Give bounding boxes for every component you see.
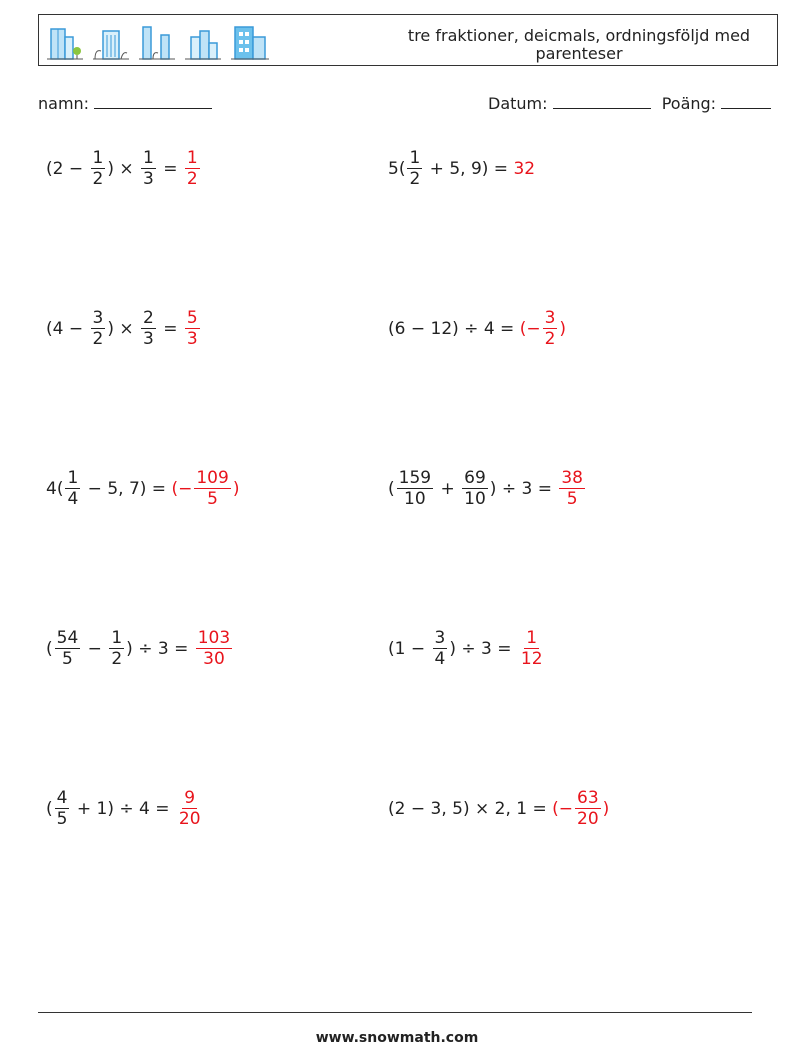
- fraction: [91, 308, 106, 349]
- expression-text: (: [388, 478, 395, 499]
- fraction: [397, 468, 433, 509]
- expression-text: (−: [552, 798, 574, 819]
- problem-4: [388, 308, 566, 349]
- numerator: 1: [186, 148, 198, 168]
- date-blank[interactable]: [553, 94, 651, 109]
- expression-text: ) ×: [107, 158, 140, 179]
- answer: [175, 788, 205, 829]
- name-field: [38, 94, 212, 113]
- expression-text: (2 −: [46, 158, 89, 179]
- fraction: [141, 308, 156, 349]
- fraction: [177, 788, 203, 829]
- denominator: 2: [92, 329, 104, 349]
- numerator: 1: [143, 148, 154, 168]
- fraction: [141, 148, 156, 189]
- expression-text: ) ×: [107, 318, 140, 339]
- expression-text: (6 − 12) ÷ 4 =: [388, 318, 520, 339]
- fraction: [55, 628, 81, 669]
- office-building-icon: [231, 23, 269, 61]
- fraction: [407, 148, 422, 189]
- expression-text: (4 −: [46, 318, 89, 339]
- worksheet-title: tre fraktioner, deicmals, ordningsföljd med parenteser: [407, 26, 751, 63]
- denominator: 4: [67, 489, 79, 509]
- problem-10: [388, 788, 609, 829]
- denominator: 5: [56, 809, 68, 829]
- expression-text: (−: [519, 318, 541, 339]
- problem-1: [46, 148, 202, 189]
- fraction: [109, 628, 124, 669]
- answer: [517, 628, 547, 669]
- numerator: 38: [561, 468, 583, 488]
- answer: [513, 159, 535, 179]
- denominator: 2: [409, 169, 421, 189]
- answer: [557, 468, 587, 509]
- expression-text: (1 −: [388, 638, 431, 659]
- denominator: 2: [544, 329, 556, 349]
- name-blank[interactable]: [94, 94, 212, 109]
- denominator: 5: [62, 649, 73, 669]
- logo-strip: [47, 23, 269, 61]
- expression-text: (2 − 3, 5) × 2, 1 =: [388, 798, 553, 819]
- numerator: 159: [398, 468, 432, 488]
- fraction: [55, 788, 70, 829]
- numerator: 1: [409, 148, 421, 168]
- expression-text: ) ÷ 3 =: [449, 638, 517, 659]
- numerator: 1: [92, 148, 104, 168]
- fraction: [194, 468, 230, 509]
- denominator: 2: [92, 169, 104, 189]
- expression-text: 5(: [388, 158, 406, 179]
- numerator: 2: [143, 308, 154, 328]
- expression-text: (: [46, 798, 53, 819]
- numerator: 69: [464, 468, 486, 488]
- fraction: [91, 148, 106, 189]
- expression-text: − 5, 7) =: [82, 478, 172, 499]
- score-blank[interactable]: [721, 94, 771, 109]
- fraction: [433, 628, 448, 669]
- answer: [520, 308, 566, 349]
- fraction: [559, 468, 585, 509]
- numerator: 1: [526, 628, 538, 648]
- denominator: 5: [207, 489, 218, 509]
- date-label: Datum:: [488, 94, 548, 113]
- denominator: 10: [404, 489, 426, 509]
- building-icon: [47, 23, 83, 61]
- fraction: [196, 628, 232, 669]
- numerator: 3: [434, 628, 446, 648]
- problem-6: [388, 468, 587, 509]
- answer: [552, 788, 609, 829]
- footer-divider: [38, 1012, 752, 1013]
- expression-text: + 5, 9) =: [424, 158, 514, 179]
- problem-3: [46, 308, 202, 349]
- numerator: 3: [544, 308, 556, 328]
- numerator: 5: [186, 308, 198, 328]
- footer-url: www.snowmath.com: [315, 1030, 479, 1046]
- expression-text: ): [559, 318, 567, 339]
- denominator: 10: [464, 489, 486, 509]
- numerator: 54: [56, 628, 79, 648]
- numerator: 3: [92, 308, 104, 328]
- numerator: 1: [67, 468, 79, 488]
- denominator: 2: [186, 169, 198, 189]
- numerator: 103: [197, 628, 231, 648]
- fraction: [575, 788, 601, 829]
- expression-text: =: [157, 158, 183, 179]
- expression-text: ): [602, 798, 610, 819]
- denominator: 2: [111, 649, 123, 669]
- answer: [183, 148, 202, 189]
- problem-5: [46, 468, 239, 509]
- problem-2: [388, 148, 535, 189]
- score-label: Poäng:: [661, 94, 717, 113]
- expression-text: −: [82, 638, 108, 659]
- skyscrapers-icon: [139, 23, 175, 61]
- answer: [183, 308, 202, 349]
- problem-8: [388, 628, 547, 669]
- city-icon: [185, 23, 221, 61]
- fraction: [519, 628, 545, 669]
- date-score-fields: [488, 94, 771, 113]
- answer: [171, 468, 239, 509]
- denominator: 3: [143, 329, 154, 349]
- numerator: 9: [184, 788, 196, 808]
- expression-text: ) ÷ 3 =: [489, 478, 558, 499]
- denominator: 3: [143, 169, 154, 189]
- denominator: 12: [520, 649, 543, 669]
- name-label: namn:: [38, 94, 90, 113]
- fraction: [543, 308, 558, 349]
- denominator: 5: [566, 489, 578, 509]
- numerator: 1: [111, 628, 123, 648]
- problem-9: [46, 788, 205, 829]
- fraction: [65, 468, 80, 509]
- fraction: [462, 468, 488, 509]
- expression-text: + 1) ÷ 4 =: [71, 798, 175, 819]
- building-tree-icon: [93, 23, 129, 61]
- numerator: 109: [196, 468, 229, 488]
- denominator: 4: [434, 649, 446, 669]
- numerator: 63: [577, 788, 599, 808]
- answer: [194, 628, 234, 669]
- denominator: 30: [203, 649, 225, 669]
- denominator: 20: [178, 809, 201, 829]
- denominator: 3: [186, 329, 198, 349]
- expression-text: 32: [513, 158, 536, 179]
- fraction: [185, 308, 200, 349]
- denominator: 20: [577, 809, 599, 829]
- expression-text: 4(: [46, 478, 64, 499]
- fraction: [185, 148, 200, 189]
- problem-7: [46, 628, 234, 669]
- expression-text: =: [157, 318, 183, 339]
- expression-text: ) ÷ 3 =: [126, 638, 194, 659]
- numerator: 4: [56, 788, 68, 808]
- expression-text: (: [46, 638, 53, 659]
- expression-text: +: [435, 478, 461, 499]
- expression-text: ): [232, 478, 240, 499]
- expression-text: (−: [171, 478, 193, 499]
- worksheet-header: [38, 14, 778, 66]
